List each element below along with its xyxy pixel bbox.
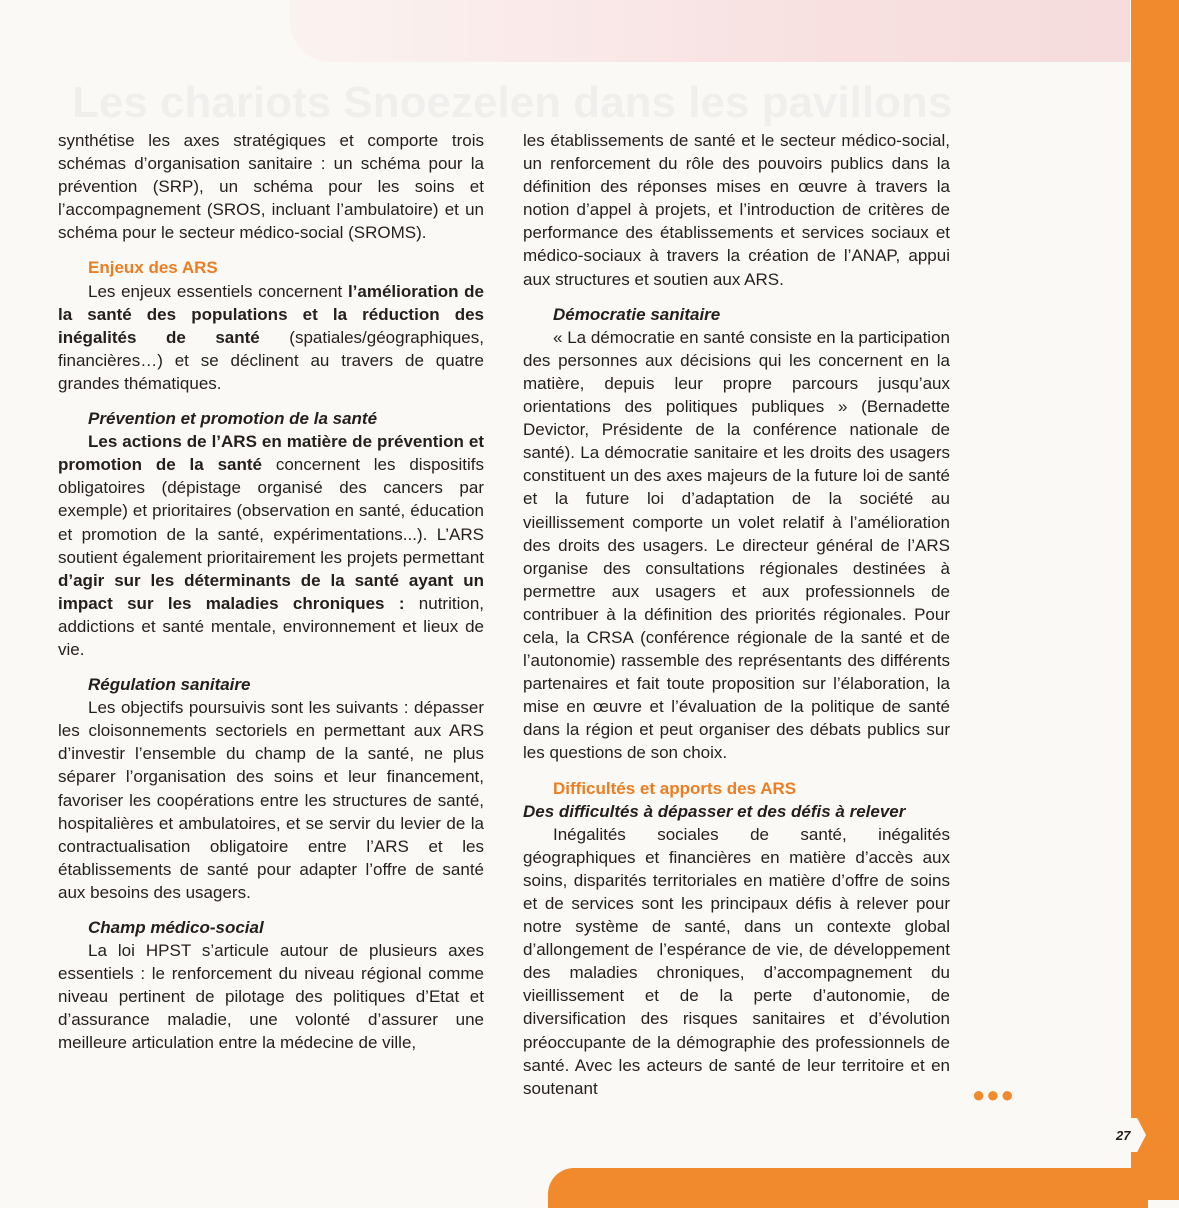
left-column: [58, 129, 484, 1055]
top-decorative-band: [290, 0, 1130, 62]
right-column: [523, 129, 950, 1100]
section-heading-enjeux: Enjeux des ARS: [88, 258, 218, 278]
section-heading-democratie: Démocratie sanitaire: [553, 304, 721, 324]
section-heading-prevention: Prévention et promotion de la santé: [88, 409, 378, 429]
section-heading-regulation: Régulation sanitaire: [88, 675, 251, 695]
prevention-paragraph: [58, 430, 484, 661]
page-number: 27: [1116, 1128, 1131, 1143]
section-heading-champ-medico-social: Champ médico-social: [88, 918, 264, 937]
difficultes-paragraph: Inégalités sociales de santé, inégalités géographiques et financières en matière d’accès aux soins, disparités territoriales en matière d’offre de soins et de services sont les principaux défis à relever pour notre système de santé, dans un contexte global d’allongement de l’espérance de vie, de développement des maladies chroniques, d’accompagnement du vieillissement et de la perte d’autonomie, de diversification des risques sanitaires et d’évolution préoccupante de la démographie des professionnels de santé. Avec les acteurs de santé de leur territoire et en soutenant: [523, 824, 950, 1098]
prevention-bold-text-2: d’agir sur les déterminants de la santé ayant un impact sur les maladies chroniques :: [58, 570, 484, 613]
enjeux-text-2: (spatiales/géographiques, financières…) et se déclinent au travers de quatre grandes thématiques.: [58, 327, 484, 393]
subheading-difficultes: Des difficultés à dépasser et des défis à relever: [523, 801, 906, 821]
section-heading-difficultes: Difficultés et apports des ARS: [553, 778, 797, 798]
enjeux-text-1: Les enjeux essentiels concernent: [88, 281, 348, 301]
prevention-text-2: nutrition, addictions et santé mentale, environnement et lieux de vie.: [58, 593, 484, 659]
enjeux-paragraph: [58, 280, 484, 395]
regulation-paragraph: Les objectifs poursuivis sont les suivants : dépasser les cloisonnements sectoriels en permettant aux ARS d’investir l’ensemble du champ de la santé, ne plus séparer l’organisation des soins et leur financement, favoriser les coopérations entre les structures de santé, hospitalières et ambulatoires, et se servir du levier de la contractualisation obligatoire entre l’ARS et les établissements de santé pour adapter l’offre de santé aux besoins des usagers.: [58, 698, 484, 902]
orange-side-bar: [1131, 0, 1179, 1200]
left-intro-paragraph: synthétise les axes stratégiques et comporte trois schémas d’organisation sanitaire : un schéma pour la prévention (SRP), un schéma pour les soins et l’accompagnement (SROS, incluant l’ambulatoire) et un schéma pour le secteur médico-social (SROMS).: [58, 131, 484, 243]
orange-bottom-tab: [548, 1168, 1148, 1208]
continue-dots-icon: ●●●: [972, 1082, 1015, 1107]
champ-medico-social-paragraph: La loi HPST s’articule autour de plusieurs axes essentiels : le renforcement du niveau régional comme niveau pertinent de pilotage des politiques d’Etat et d’assurance maladie, une volonté d’assurer une meilleure articulation entre la médecine de ville,: [58, 941, 484, 1053]
prevention-bold-text-1: Les actions de l’ARS en matière de prévention et promotion de la santé: [58, 432, 484, 475]
right-intro-paragraph: les établissements de santé et le secteur médico-social, un renforcement du rôle des pouvoirs publics dans la définition des réponses mises en œuvre à travers la notion d’appel à projets, et l’introduction de critères de performance des établissements et services sociaux et médico-sociaux à travers la création de l’ANAP, appui aux structures et soutien aux ARS.: [523, 131, 950, 289]
democratie-paragraph: « La démocratie en santé consiste en la participation des personnes aux décisions qui les concernent en la matière, depuis leur propre parcours jusqu’aux orientations des politiques publiques » (Bernadette Devictor, Présidente de la conférence nationale de santé). La démocratie sanitaire et les droits des usagers constituent un des axes majeurs de la future loi de santé et la future loi d’adaptation de la société au vieillissement comporte un volet relatif à l’amélioration des droits des usagers. Le directeur général de l’ARS organise des consultations régionales destinées à permettre aux usagers et aux professionnels de contribuer à la définition des priorités régionales. Pour cela, la CRSA (conférence régionale de la santé et de l’autonomie) rassemble des représentants des différents partenaires et fait toute proposition sur l’élaboration, la mise en œuvre et l’évaluation de la politique de santé dans la région et peut organiser des débats publics sur les questions de son choix.: [523, 327, 950, 763]
prevention-text-1: concernent les dispositifs obligatoires (dépistage organisé des cancers par exemple) et prioritaires (observation en santé, éducation et promotion de la santé, expérimentations...). L’ARS soutient également prioritairement les projets permettant: [58, 455, 484, 567]
enjeux-bold-text: l’amélioration de la santé des populations et la réduction des inégalités de santé: [58, 281, 484, 347]
bleed-through-title: Les chariots Snoezelen dans les pavillons: [72, 78, 953, 127]
